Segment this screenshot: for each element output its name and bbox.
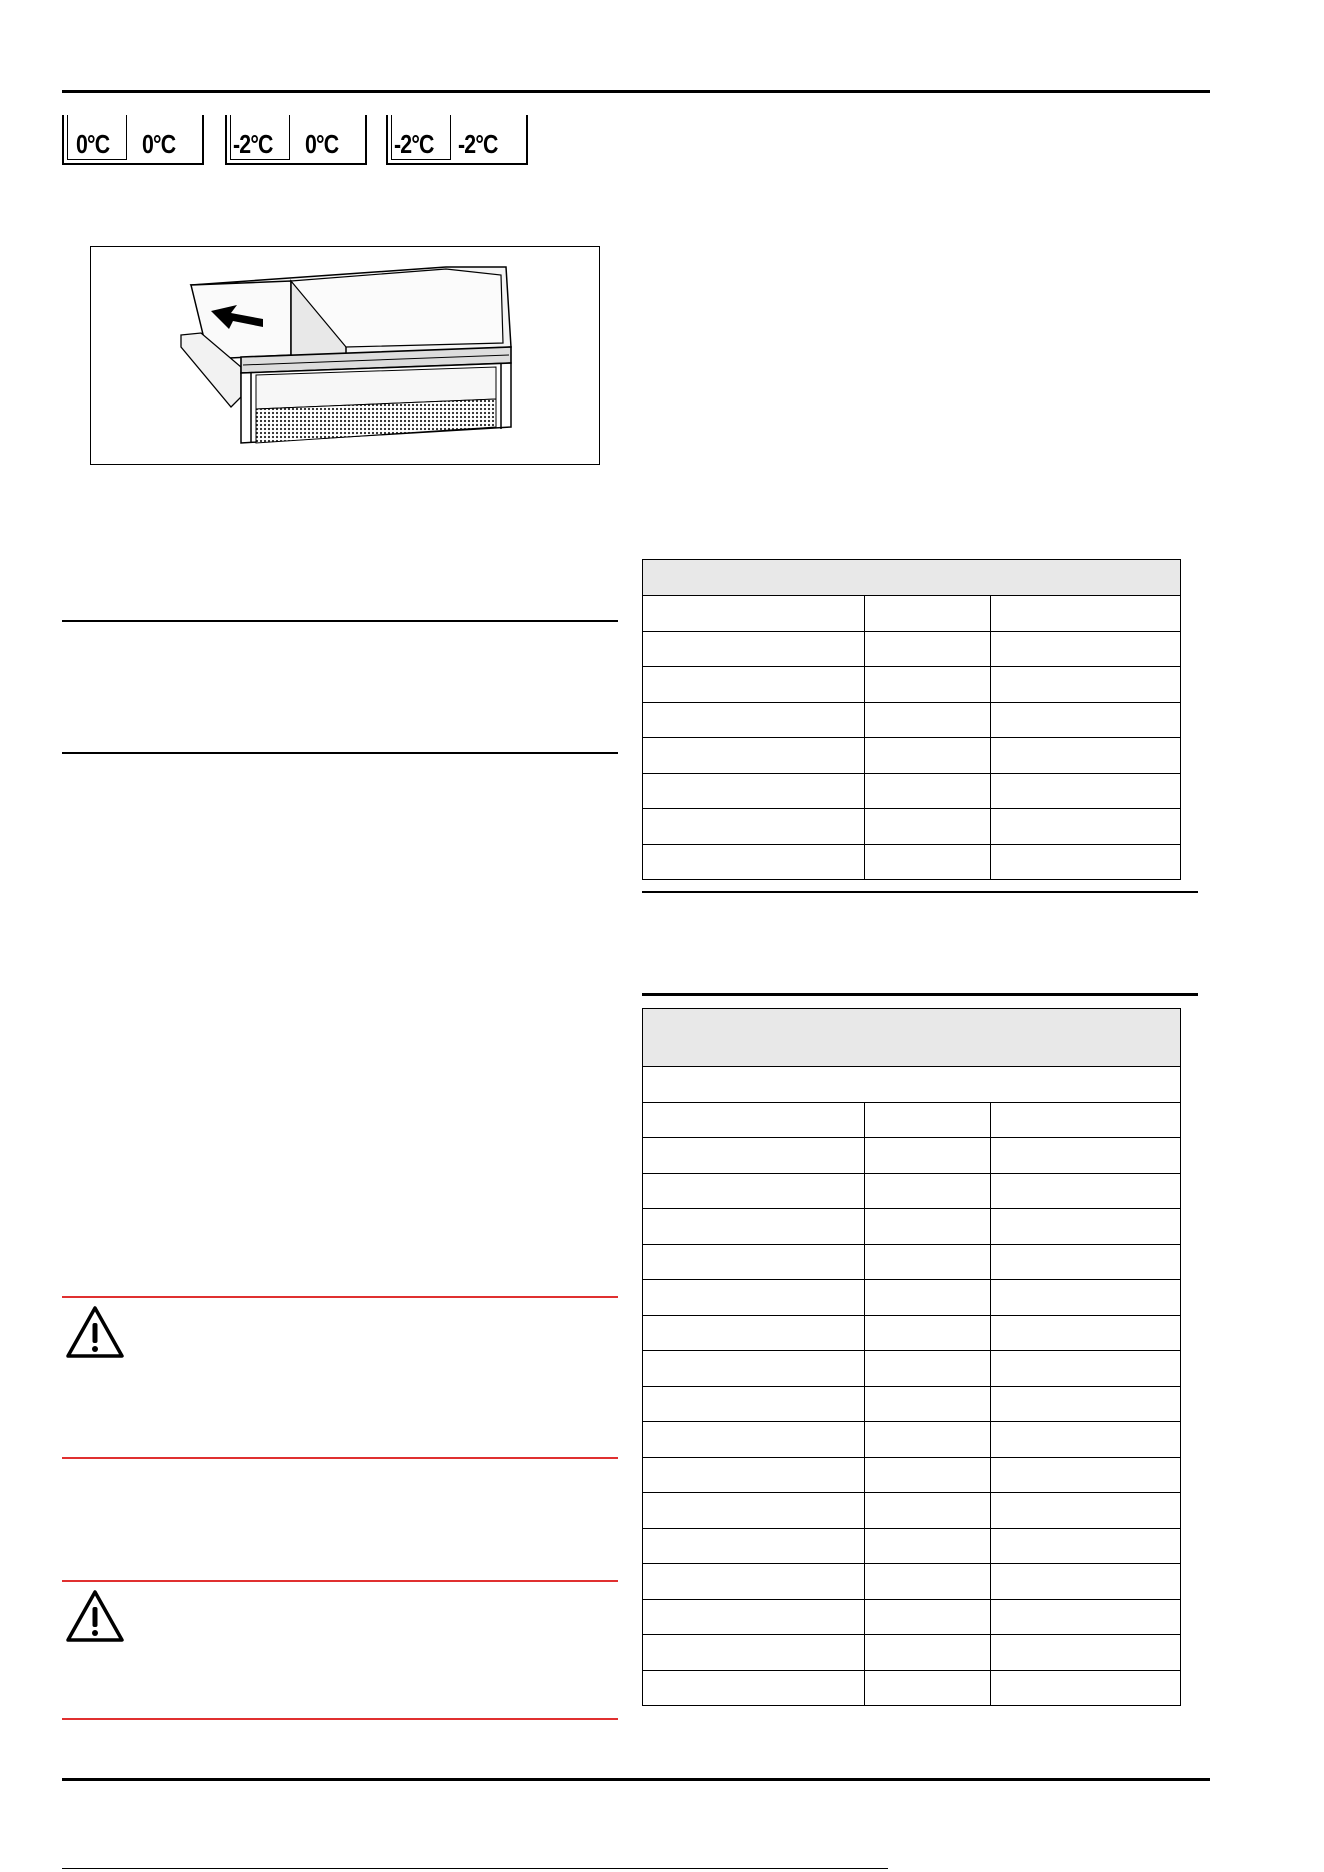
- drawer-with-divider-arrow-icon: [91, 247, 598, 463]
- table-row: [643, 773, 1181, 809]
- section-rule: [642, 891, 1198, 893]
- table-row: [643, 1209, 1181, 1245]
- table-row: [643, 1599, 1181, 1635]
- table-row: [643, 1386, 1181, 1422]
- table-row: [643, 1173, 1181, 1209]
- warning-rule-bottom: [62, 1718, 618, 1720]
- table-row: [643, 667, 1181, 703]
- storage-table-1: [642, 559, 1181, 880]
- warning-triangle-icon: [64, 1588, 126, 1644]
- temp-right-label: 0°C: [305, 129, 339, 159]
- warning-triangle-icon: [64, 1304, 126, 1360]
- table-subheader: [643, 1067, 1181, 1103]
- table-row: [643, 1528, 1181, 1564]
- storage-table-2: [642, 1008, 1181, 1706]
- table-row: [643, 844, 1181, 880]
- table-row: [643, 1457, 1181, 1493]
- section-rule: [62, 620, 618, 622]
- table-row: [643, 1635, 1181, 1671]
- section-rule: [62, 752, 618, 754]
- table-row: [643, 1670, 1181, 1706]
- table-row: [643, 1493, 1181, 1529]
- table-row: [643, 1422, 1181, 1458]
- temp-setting-0-0: [62, 115, 204, 165]
- table-row: [643, 738, 1181, 774]
- footer-line: [62, 1868, 888, 1869]
- table-header: [643, 560, 1181, 596]
- section-rule: [642, 993, 1198, 996]
- table-row: [643, 1102, 1181, 1138]
- temp-left-label: 0°C: [76, 129, 110, 159]
- table-row: [643, 1564, 1181, 1600]
- table-row: [643, 1138, 1181, 1174]
- table-row: [643, 1280, 1181, 1316]
- table-header: [643, 1009, 1181, 1067]
- top-rule: [62, 90, 1210, 93]
- bottom-rule: [62, 1778, 1210, 1781]
- temp-right-label: -2°C: [458, 129, 498, 159]
- warning-rule-top: [62, 1296, 618, 1298]
- table-row: [643, 702, 1181, 738]
- temp-setting-m2-m2: [386, 115, 528, 165]
- drawer-illustration: [90, 246, 600, 465]
- warning-rule-bottom: [62, 1457, 618, 1459]
- table-row: [643, 1244, 1181, 1280]
- temp-left-label: -2°C: [233, 129, 273, 159]
- table-row: [643, 809, 1181, 845]
- temp-right-label: 0°C: [142, 129, 176, 159]
- table-row: [643, 631, 1181, 667]
- table-row: [643, 1351, 1181, 1387]
- temp-setting-m2-0: [225, 115, 367, 165]
- table-row: [643, 1315, 1181, 1351]
- temp-left-label: -2°C: [394, 129, 434, 159]
- table-row: [643, 596, 1181, 632]
- warning-rule-top: [62, 1580, 618, 1582]
